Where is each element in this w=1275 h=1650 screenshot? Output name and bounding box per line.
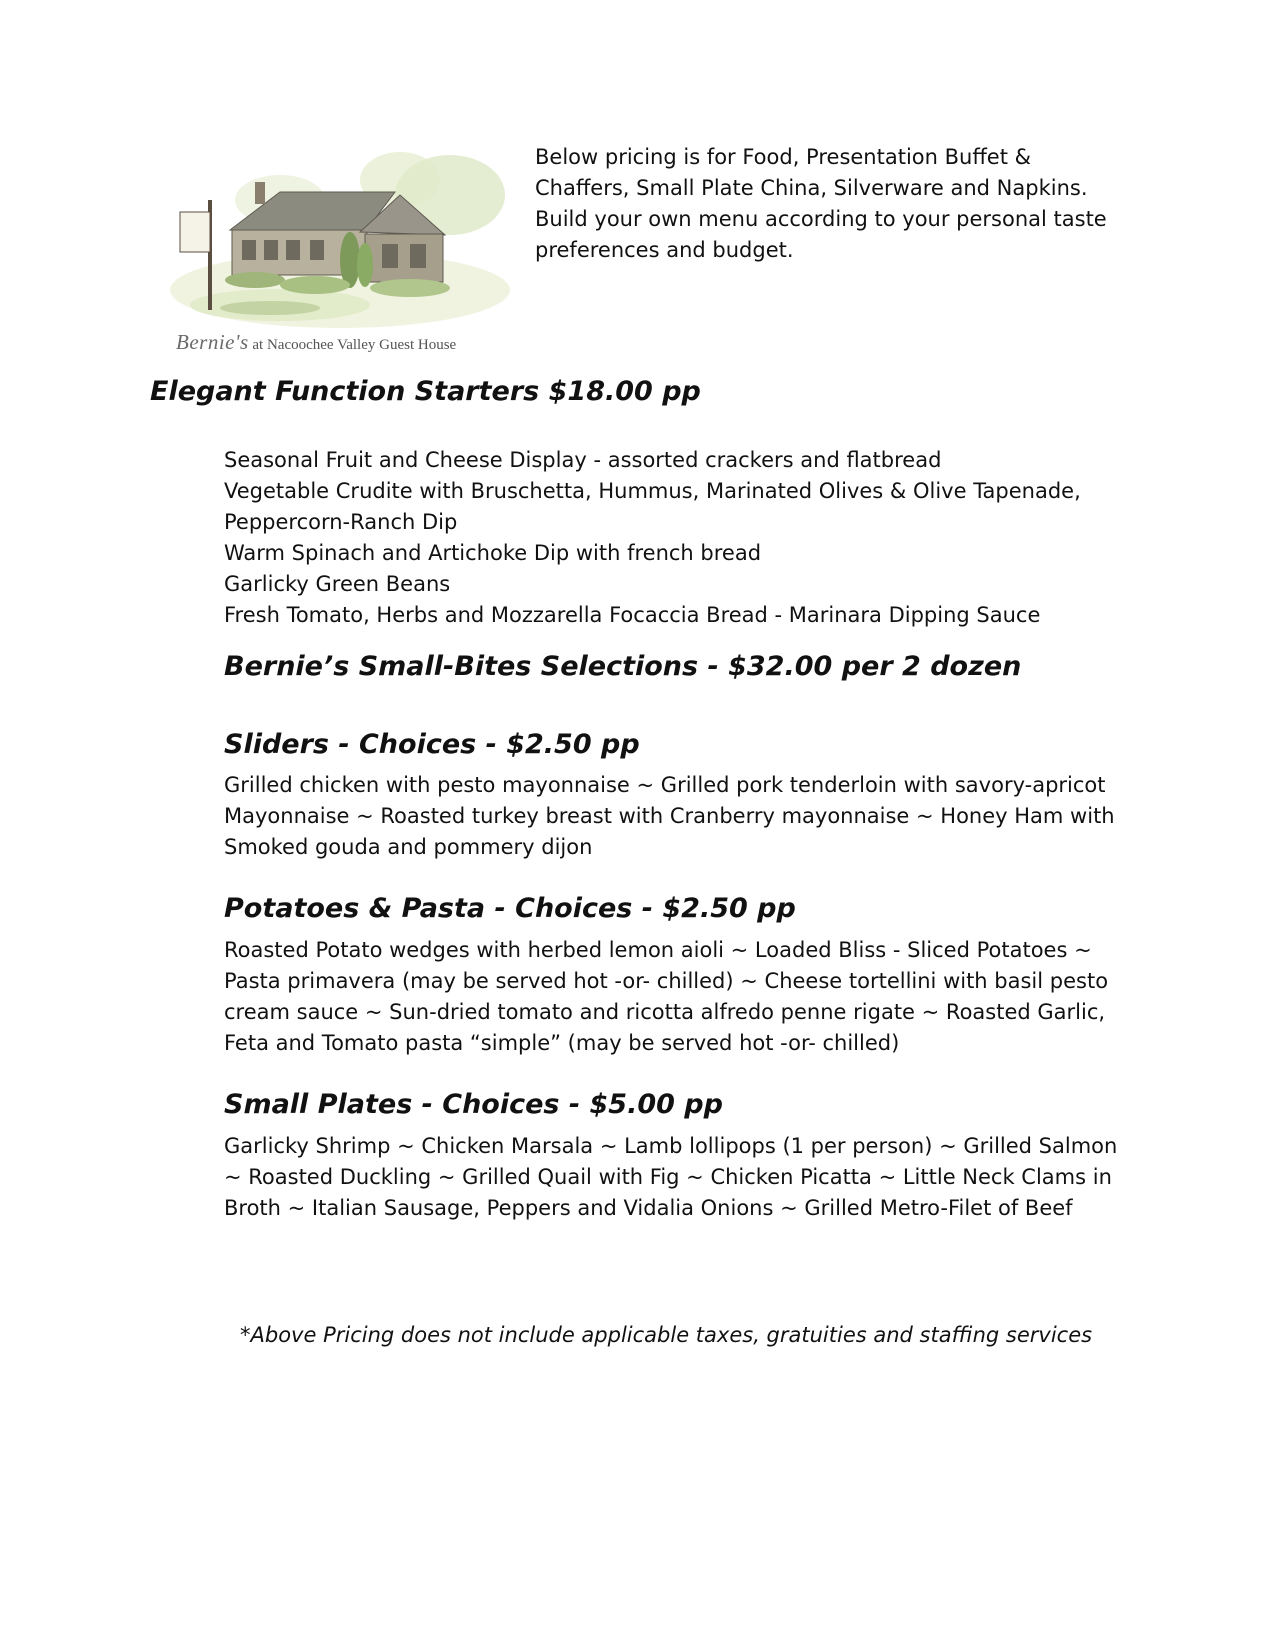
description-line: Garlicky Shrimp ~ Chicken Marsala ~ Lamb lollipops (1 per person) ~ Grilled Salmon [224,1134,1118,1158]
description-line: Smoked gouda and pommery dijon [224,835,593,859]
description-line: Mayonnaise ~ Roasted turkey breast with Cranberry mayonnaise ~ Honey Ham with [224,804,1115,828]
small-plates-heading: Small Plates - Choices - $5.00 pp [224,1089,723,1120]
potatoes-pasta-description [224,935,1144,1059]
sliders-description [224,770,1144,863]
sliders-heading: Sliders - Choices - $2.50 pp [224,729,640,760]
description-line: Broth ~ Italian Sausage, Peppers and Vidalia Onions ~ Grilled Metro-Filet of Beef [224,1196,1073,1220]
description-line: Feta and Tomato pasta “simple” (may be served hot -or- chilled) [224,1031,900,1055]
logo-caption [176,330,516,355]
list-item: Peppercorn-Ranch Dip [224,510,458,534]
intro-paragraph [535,142,1135,266]
list-item: Warm Spinach and Artichoke Dip with french bread [224,541,762,565]
description-line: Grilled chicken with pesto mayonnaise ~ Grilled pork tenderloin with savory-apricot [224,773,1106,797]
guest-house-illustration [160,140,515,360]
small-plates-description [224,1131,1144,1224]
intro-line: Chaffers, Small Plate China, Silverware and Napkins. [535,176,1088,200]
house-drawing [160,140,515,330]
intro-line: Build your own menu according to your personal taste [535,207,1107,231]
small-bites-heading: Bernie’s Small-Bites Selections - $32.00 per 2 dozen [224,651,1022,682]
description-line: Roasted Potato wedges with herbed lemon aioli ~ Loaded Bliss - Sliced Potatoes ~ [224,938,1092,962]
list-item: Vegetable Crudite with Bruschetta, Hummus, Marinated Olives & Olive Tapenade, [224,479,1081,503]
logo-script-name: Bernie's [176,330,249,354]
pricing-footnote: *Above Pricing does not include applicable taxes, gratuities and staffing services [240,1323,1093,1347]
list-item: Fresh Tomato, Herbs and Mozzarella Focaccia Bread - Marinara Dipping Sauce [224,603,1041,627]
description-line: cream sauce ~ Sun-dried tomato and ricotta alfredo penne rigate ~ Roasted Garlic, [224,1000,1106,1024]
starters-list [224,445,1124,631]
intro-line: preferences and budget. [535,238,794,262]
description-line: ~ Roasted Duckling ~ Grilled Quail with Fig ~ Chicken Picatta ~ Little Neck Clams in [224,1165,1112,1189]
description-line: Pasta primavera (may be served hot -or- chilled) ~ Cheese tortellini with basil pesto [224,969,1109,993]
list-item: Garlicky Green Beans [224,572,451,596]
starters-heading: Elegant Function Starters $18.00 pp [150,376,701,407]
intro-line: Below pricing is for Food, Presentation Buffet & [535,145,1032,169]
potatoes-pasta-heading: Potatoes & Pasta - Choices - $2.50 pp [224,893,796,924]
logo-caption-text: at Nacoochee Valley Guest House [252,337,457,353]
list-item: Seasonal Fruit and Cheese Display - assorted crackers and flatbread [224,448,942,472]
